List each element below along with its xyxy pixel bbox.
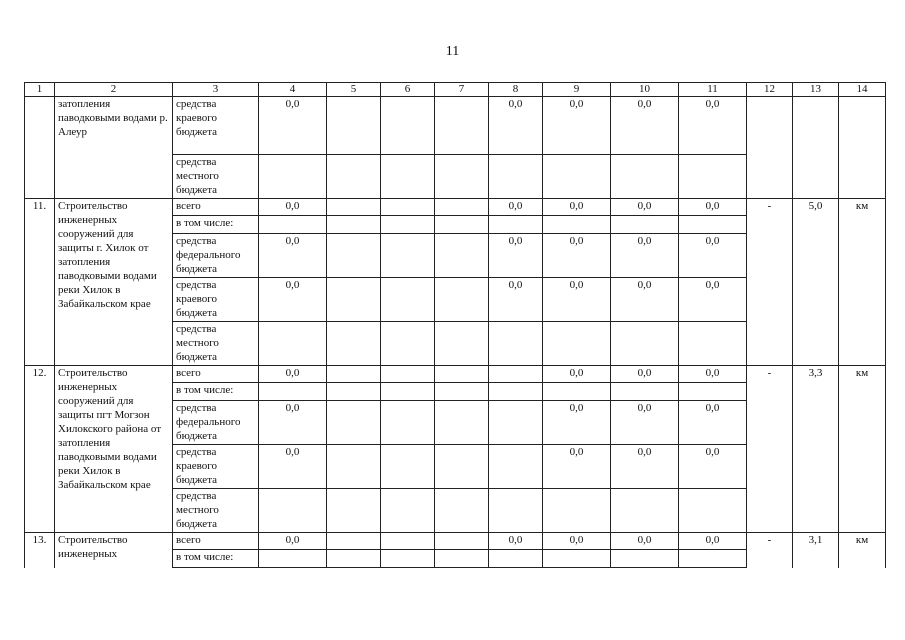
- value-cell: 0,0: [259, 401, 327, 445]
- value-cell: 0,0: [543, 278, 611, 322]
- column-header: 5: [327, 83, 381, 97]
- value-cell: [327, 383, 381, 401]
- value-cell: [489, 216, 543, 234]
- funding-source-label: средства местного бюджета: [173, 155, 259, 199]
- value-cell: [435, 234, 489, 278]
- value-cell: [611, 155, 679, 199]
- column-header: 7: [435, 83, 489, 97]
- column-header: 6: [381, 83, 435, 97]
- value-cell: 0,0: [489, 199, 543, 216]
- budget-table: [24, 82, 886, 568]
- column-header: 11: [679, 83, 747, 97]
- value-cell: [381, 366, 435, 383]
- value-cell: -: [747, 199, 793, 366]
- value-cell: 0,0: [611, 278, 679, 322]
- column-header: 10: [611, 83, 679, 97]
- value-cell: 0,0: [543, 199, 611, 216]
- value-cell: 0,0: [611, 234, 679, 278]
- value-cell: 0,0: [543, 366, 611, 383]
- measure-name: Строительство инженерных сооружений для защиты пгт Могзон Хилокского района от затопления паводковыми водами реки Хилок в Забайкальском крае: [55, 366, 173, 533]
- value-cell: [611, 383, 679, 401]
- value-cell: [435, 278, 489, 322]
- value-cell: [259, 550, 327, 568]
- unit-cell: км: [839, 533, 886, 568]
- value-cell: 0,0: [679, 533, 747, 550]
- value-cell: [611, 550, 679, 568]
- value-cell: [327, 278, 381, 322]
- table-row: [25, 97, 886, 155]
- value-cell: [435, 155, 489, 199]
- column-header: 1: [25, 83, 55, 97]
- value-cell: [327, 199, 381, 216]
- column-header: 13: [793, 83, 839, 97]
- funding-source-label: всего: [173, 533, 259, 550]
- value-cell: [259, 155, 327, 199]
- value-cell: [435, 550, 489, 568]
- table-row: [25, 533, 886, 550]
- value-cell: 0,0: [489, 97, 543, 155]
- funding-source-label: в том числе:: [173, 383, 259, 401]
- column-header: 2: [55, 83, 173, 97]
- value-cell: 0,0: [679, 445, 747, 489]
- value-cell: [543, 550, 611, 568]
- value-cell: [543, 216, 611, 234]
- value-cell: [679, 489, 747, 533]
- value-cell: [381, 199, 435, 216]
- value-cell: [259, 489, 327, 533]
- value-cell: 0,0: [679, 234, 747, 278]
- value-cell: [381, 489, 435, 533]
- value-cell: [327, 366, 381, 383]
- value-cell: 0,0: [489, 278, 543, 322]
- table-row: [25, 366, 886, 383]
- funding-source-label: в том числе:: [173, 550, 259, 568]
- value-cell: [489, 366, 543, 383]
- value-cell: [381, 401, 435, 445]
- measure-name: Строительство инженерных сооружений для защиты г. Хилок от затопления паводковыми водами реки Хилок в Забайкальском крае: [55, 199, 173, 366]
- value-cell: 0,0: [679, 97, 747, 155]
- funding-source-label: средства местного бюджета: [173, 322, 259, 366]
- value-cell: 0,0: [259, 278, 327, 322]
- value-cell: [435, 322, 489, 366]
- value-cell: 0,0: [611, 97, 679, 155]
- value-cell: [679, 216, 747, 234]
- value-cell: 0,0: [679, 401, 747, 445]
- value-cell: [381, 383, 435, 401]
- value-cell: 0,0: [259, 366, 327, 383]
- value-cell: 3,1: [793, 533, 839, 568]
- value-cell: [381, 322, 435, 366]
- column-header: 3: [173, 83, 259, 97]
- value-cell: [327, 97, 381, 155]
- column-header: 9: [543, 83, 611, 97]
- row-number: 13.: [25, 533, 55, 568]
- value-cell: [327, 445, 381, 489]
- value-cell: [489, 445, 543, 489]
- value-cell: 0,0: [543, 97, 611, 155]
- value-cell: [381, 97, 435, 155]
- value-cell: [435, 533, 489, 550]
- funding-source-label: всего: [173, 199, 259, 216]
- value-cell: [327, 550, 381, 568]
- column-header: 8: [489, 83, 543, 97]
- value-cell: [679, 155, 747, 199]
- value-cell: [679, 550, 747, 568]
- unit-cell: км: [839, 199, 886, 366]
- value-cell: [381, 216, 435, 234]
- value-cell: [679, 322, 747, 366]
- value-cell: [381, 155, 435, 199]
- value-cell: 0,0: [489, 533, 543, 550]
- value-cell: 0,0: [543, 401, 611, 445]
- unit-cell: км: [839, 366, 886, 533]
- value-cell: [435, 445, 489, 489]
- value-cell: [747, 97, 793, 199]
- value-cell: [435, 366, 489, 383]
- funding-source-label: всего: [173, 366, 259, 383]
- value-cell: 0,0: [611, 366, 679, 383]
- value-cell: [259, 216, 327, 234]
- value-cell: [327, 216, 381, 234]
- value-cell: 3,3: [793, 366, 839, 533]
- value-cell: [435, 97, 489, 155]
- funding-source-label: средства краевого бюджета: [173, 278, 259, 322]
- funding-source-label: средства краевого бюджета: [173, 97, 259, 155]
- value-cell: 0,0: [679, 278, 747, 322]
- value-cell: [327, 533, 381, 550]
- value-cell: [543, 489, 611, 533]
- value-cell: 0,0: [543, 234, 611, 278]
- value-cell: 0,0: [611, 401, 679, 445]
- value-cell: 0,0: [543, 533, 611, 550]
- value-cell: 0,0: [489, 234, 543, 278]
- value-cell: 0,0: [543, 445, 611, 489]
- value-cell: [259, 383, 327, 401]
- measure-name: Строительство инженерных: [55, 533, 173, 568]
- value-cell: [381, 550, 435, 568]
- funding-source-label: средства федерального бюджета: [173, 234, 259, 278]
- value-cell: [381, 234, 435, 278]
- value-cell: [327, 322, 381, 366]
- value-cell: [543, 155, 611, 199]
- funding-source-label: в том числе:: [173, 216, 259, 234]
- value-cell: [611, 489, 679, 533]
- value-cell: [611, 322, 679, 366]
- value-cell: 5,0: [793, 199, 839, 366]
- value-cell: [489, 401, 543, 445]
- value-cell: [435, 199, 489, 216]
- value-cell: 0,0: [611, 445, 679, 489]
- value-cell: [381, 278, 435, 322]
- value-cell: [327, 155, 381, 199]
- row-number: 12.: [25, 366, 55, 533]
- funding-source-label: средства местного бюджета: [173, 489, 259, 533]
- value-cell: [489, 155, 543, 199]
- value-cell: 0,0: [259, 234, 327, 278]
- value-cell: [489, 383, 543, 401]
- value-cell: [327, 401, 381, 445]
- value-cell: [543, 322, 611, 366]
- value-cell: 0,0: [611, 199, 679, 216]
- value-cell: [435, 216, 489, 234]
- value-cell: [543, 383, 611, 401]
- value-cell: [381, 445, 435, 489]
- column-header: 12: [747, 83, 793, 97]
- value-cell: [381, 533, 435, 550]
- table-row: [25, 199, 886, 216]
- page-number: 11: [445, 44, 460, 59]
- value-cell: 0,0: [679, 366, 747, 383]
- value-cell: [839, 97, 886, 199]
- value-cell: [327, 489, 381, 533]
- value-cell: 0,0: [259, 97, 327, 155]
- value-cell: [489, 322, 543, 366]
- column-header: 4: [259, 83, 327, 97]
- value-cell: 0,0: [259, 445, 327, 489]
- value-cell: [489, 550, 543, 568]
- value-cell: [793, 97, 839, 199]
- value-cell: [327, 234, 381, 278]
- value-cell: [611, 216, 679, 234]
- value-cell: [435, 383, 489, 401]
- column-header: 14: [839, 83, 886, 97]
- value-cell: [489, 489, 543, 533]
- value-cell: -: [747, 366, 793, 533]
- value-cell: 0,0: [259, 533, 327, 550]
- measure-name: затопления паводковыми водами р. Алеур: [55, 97, 173, 199]
- value-cell: -: [747, 533, 793, 568]
- row-number: [25, 97, 55, 199]
- column-number-row: [25, 83, 886, 97]
- funding-source-label: средства федерального бюджета: [173, 401, 259, 445]
- funding-source-label: средства краевого бюджета: [173, 445, 259, 489]
- value-cell: [435, 489, 489, 533]
- value-cell: [435, 401, 489, 445]
- value-cell: [259, 322, 327, 366]
- value-cell: [679, 383, 747, 401]
- row-number: 11.: [25, 199, 55, 366]
- value-cell: 0,0: [679, 199, 747, 216]
- value-cell: 0,0: [259, 199, 327, 216]
- value-cell: 0,0: [611, 533, 679, 550]
